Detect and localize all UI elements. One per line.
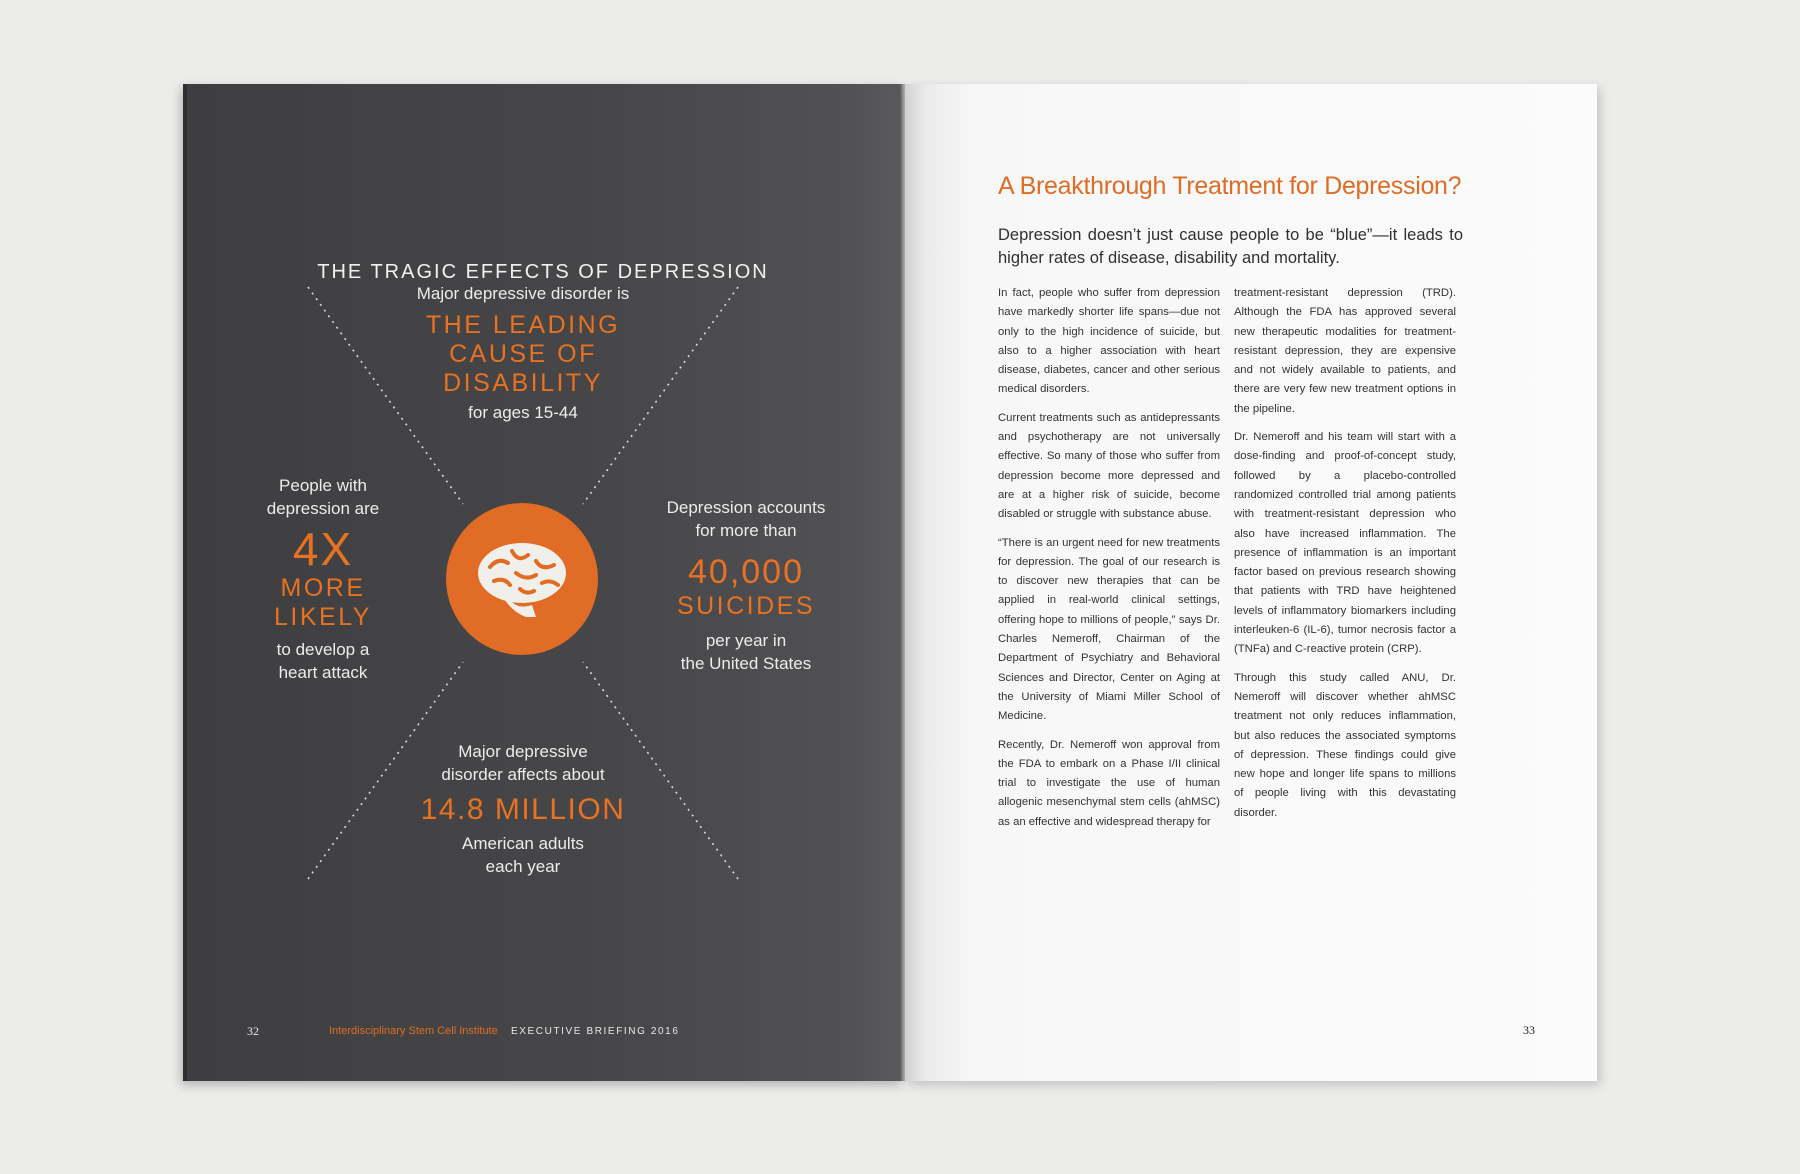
article-column-2 [1234,284,1456,832]
paragraph: Dr. Nemeroff and his team will start with a dose-finding and proof-of-concept study, followed by a placebo-controlled randomized controlled trial among patients with treatment-resistant depression who also have increased inflammation. The presence of inflammation is an important factor based on previous research showing that patients with TRD have heightened levels of inflammatory biomarkers including interleuken-6 (IL-6), tumor necrosis factor a (TNFa) and C-reactive protein (CRP). [1234,431,1456,656]
stat-bottom-highlight: 14.8 MILLION [420,793,626,826]
stat-top-outro: for ages 15-44 [468,403,578,422]
stat-suicides [631,496,861,675]
paragraph: Through this study called ANU, Dr. Nemeroff will discover whether ahMSC treatment not only reduces inflammation, but also reduces the associated symptoms of depression. These findings could give new hope and longer life spans to millions of people living with this devastating disorder. [1234,671,1456,819]
stat-right-highlight: SUICIDES [676,592,816,620]
stat-right-number: 40,000 [688,553,804,591]
left-page [183,84,903,1081]
stat-bottom-outro-line: each year [485,857,561,876]
article-lede: Depression doesn’t just cause people to be “blue”—it leads to higher rates of disease, disability and mortality. [998,226,1463,267]
stat-right-outro-line: per year in [705,631,787,650]
stat-right-intro-line: Depression accounts [666,498,826,517]
stat-left-highlight-line: LIKELY [274,603,372,631]
footer-institute: Interdisciplinary Stem Cell Institute [329,1025,498,1037]
page-number-left: 32 [247,1024,259,1038]
paragraph: treatment-resistant depression (TRD). Although the FDA has approved several new therapeutic modalities for treatment-resistant depression, they are expensive and not widely available to patients, and there are very few new treatment options in the pipeline. [1234,287,1456,415]
stat-left-highlight-line: MORE [280,574,366,602]
stat-top-highlight [373,311,673,398]
brain-icon [476,537,568,619]
stat-left-outro-line: to develop a [276,640,370,659]
infographic-title: THE TRAGIC EFFECTS OF DEPRESSION [317,261,769,283]
stat-heart-attack [223,474,423,684]
paragraph: Current treatments such as antidepressants and psychotherapy are not universally effective. So many of those who suffer from depression become more depressed and are at a higher risk of suicide, become disabled or struggle with substance abuse. [998,411,1220,521]
paragraph: Recently, Dr. Nemeroff won approval from the FDA to embark on a Phase I/II clinical trial to investigate the use of human allogenic mesenchymal stem cells (ahMSC) as an effective and widespread therapy for [998,738,1220,828]
footer-briefing: EXECUTIVE BRIEFING 2016 [511,1026,680,1037]
right-page [905,84,1597,1081]
stat-top-highlight-line: THE LEADING [425,311,621,339]
stat-leading-cause [373,282,673,424]
stat-top-highlight-line: CAUSE OF [449,340,597,368]
stat-left-multiplier: 4X [292,523,354,575]
stat-adults-affected [338,740,708,878]
stat-left-outro-line: heart attack [278,663,368,682]
stat-bottom-outro-line: American adults [462,834,584,853]
paragraph: “There is an urgent need for new treatments for depression. The goal of our research is to discover new therapies that can be applied in real-world clinical settings, offering hope to millions of people,” says Dr. Charles Nemeroff, Chairman of the Department of Psychiatry and Behavioral Sciences and Director, Center on Aging at the University of Miami Miller School of Medicine. [998,536,1220,723]
stat-left-intro-line: People with [279,476,367,495]
stat-right-outro-line: the United States [680,654,812,673]
brain-circle [446,503,598,655]
paragraph: In fact, people who suffer from depression have markedly shorter life spans—due not only to the high incidence of suicide, but also to a higher association with heart disease, diabetes, cancer and other serious medical disorders. [998,287,1220,396]
stat-right-intro-line: for more than [695,521,797,540]
stat-bottom-intro-line: disorder affects about [441,765,605,784]
stat-top-highlight-line: DISABILITY [443,369,603,397]
stat-left-intro-line: depression are [266,499,380,518]
stat-bottom-intro-line: Major depressive [458,742,588,761]
page-number-right: 33 [1523,1023,1535,1037]
article-title: A Breakthrough Treatment for Depression? [998,172,1462,200]
article-column-1 [998,284,1220,841]
stat-top-intro: Major depressive disorder is [416,284,630,303]
